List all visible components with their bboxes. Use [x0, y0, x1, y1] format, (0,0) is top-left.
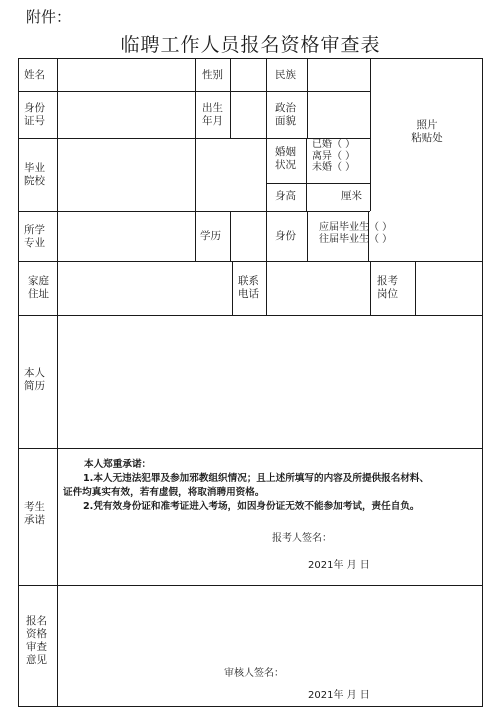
name-field[interactable]	[58, 59, 195, 91]
home-address-label	[28, 275, 49, 301]
label-line: 电话	[238, 288, 259, 300]
label-line: 婚姻	[275, 146, 296, 158]
review-opinion-label	[26, 615, 47, 667]
education-field[interactable]	[231, 212, 266, 261]
label-line: 状况	[275, 159, 296, 171]
label-line: 照片	[416, 119, 438, 131]
label-line: 意见	[26, 654, 47, 666]
label-line: 身份	[24, 102, 45, 114]
marital-option[interactable]: 离异（ ）	[312, 150, 356, 162]
grid-line	[370, 261, 371, 315]
education-label: 学历	[200, 230, 221, 242]
identity-label: 身份	[275, 230, 296, 242]
label-line: 出生	[202, 102, 223, 114]
phone-field[interactable]	[267, 262, 370, 315]
gender-field[interactable]	[231, 59, 266, 91]
major-label	[24, 224, 45, 250]
political-status-field[interactable]	[308, 92, 370, 138]
reviewer-signature-label: 审核人签名：	[224, 668, 284, 679]
registration-form-table	[18, 58, 483, 707]
label-line: 资格	[26, 628, 47, 640]
label-line: 家庭	[28, 275, 49, 287]
label-line: 证号	[24, 115, 45, 127]
grid-line	[307, 211, 308, 261]
label-line: 院校	[24, 175, 45, 187]
gender-label: 性别	[202, 69, 223, 81]
pledge-line-2: 证件均真实有效，若有虚假，将取消聘用资格。	[63, 487, 265, 498]
height-unit: 厘米	[341, 190, 362, 202]
photo-placeholder[interactable]	[371, 119, 483, 145]
ethnicity-label: 民族	[275, 69, 296, 81]
ethnicity-field[interactable]	[308, 59, 370, 91]
marital-option[interactable]: 未婚（ ）	[312, 162, 356, 173]
applicant-signature-label: 报考人签名：	[272, 533, 332, 544]
phone-label	[238, 275, 259, 301]
position-label	[377, 275, 398, 301]
label-line: 报名	[26, 615, 47, 627]
pledge-line-1: 1.本人无违法犯罪及参加邪教组织情况；且上述所填写的内容及所提供报名材料、	[83, 473, 430, 484]
id-number-field[interactable]	[58, 92, 195, 138]
label-line: 联系	[238, 275, 259, 287]
grid-line	[232, 261, 233, 315]
label-line: 岗位	[377, 288, 398, 300]
birth-date-label	[202, 102, 223, 128]
label-line: 粘贴处	[411, 132, 443, 144]
label-line: 考生	[24, 501, 45, 513]
grid-line	[18, 448, 483, 449]
applicant-date: 2021年 月 日	[308, 560, 370, 571]
political-status-label	[275, 102, 296, 128]
identity-options[interactable]	[319, 222, 392, 245]
school-label	[24, 162, 45, 188]
label-line: 年月	[202, 115, 223, 127]
review-opinion-field[interactable]	[58, 586, 482, 656]
position-field[interactable]	[416, 262, 482, 315]
grid-line	[266, 183, 370, 184]
form-title: 临聘工作人员报名资格审查表	[120, 34, 381, 56]
label-line: 面貌	[275, 115, 296, 127]
label-line: 简历	[24, 380, 45, 392]
marital-options[interactable]	[312, 139, 355, 174]
birth-date-field[interactable]	[231, 92, 266, 138]
label-line: 承诺	[24, 514, 45, 526]
label-line: 所学	[24, 224, 45, 236]
marital-status-label	[275, 146, 296, 172]
label-line: 专业	[24, 237, 45, 249]
pledge-heading: 本人郑重承诺：	[84, 459, 152, 470]
home-address-field[interactable]	[58, 262, 232, 315]
label-line: 毕业	[24, 162, 45, 174]
resume-label	[24, 367, 45, 393]
marital-option[interactable]: 已婚（ ）	[312, 139, 356, 150]
label-line: 审查	[26, 641, 47, 653]
applicant-signature-field[interactable]	[338, 524, 458, 542]
identity-option[interactable]: 应届毕业生（ ）	[319, 222, 393, 233]
label-line: 住址	[28, 288, 49, 300]
school-field[interactable]	[58, 139, 266, 211]
height-label: 身高	[275, 190, 296, 202]
attachment-label: 附件：	[26, 8, 72, 26]
label-line: 政治	[275, 102, 296, 114]
resume-field[interactable]	[58, 316, 482, 448]
pledge-label	[24, 501, 45, 527]
major-field[interactable]	[58, 212, 195, 261]
pledge-line-3: 2.凭有效身份证和准考证进入考场，如因身份证无效不能参加考试，责任自负。	[83, 501, 420, 512]
reviewer-date: 2021年 月 日	[308, 690, 370, 701]
name-label: 姓名	[24, 69, 45, 81]
identity-option[interactable]: 往届毕业生（ ）	[319, 233, 393, 245]
reviewer-signature-field[interactable]	[290, 660, 410, 678]
grid-line	[306, 138, 307, 211]
label-line: 报考	[377, 275, 398, 287]
id-number-label	[24, 102, 45, 128]
label-line: 本人	[24, 367, 45, 379]
